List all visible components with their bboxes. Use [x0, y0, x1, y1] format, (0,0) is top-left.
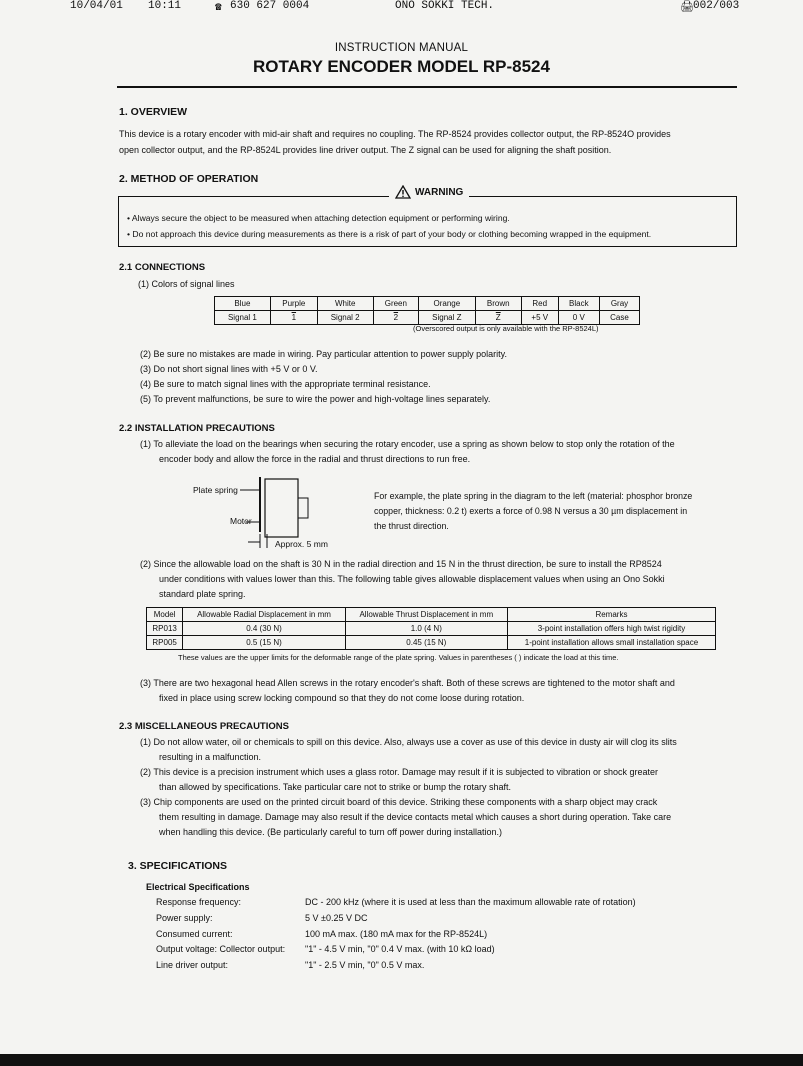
- connections-item: (2) Be sure no mistakes are made in wiring. Pay particular attention to power supply polarity.: [140, 349, 508, 359]
- scan-bottom-border: [0, 1054, 803, 1066]
- spec-label: Response frequency:: [156, 897, 242, 907]
- color-row: [215, 297, 640, 311]
- table-header-cell: Model: [147, 608, 183, 622]
- warning-line-2: • Do not approach this device during measurements as there is a risk of part of your body or clothing becoming wrapped in the equipment.: [127, 229, 652, 239]
- color-cell: Purple: [270, 297, 317, 311]
- signal-color-table: [214, 296, 640, 325]
- signal-cell: 1: [270, 311, 317, 325]
- manual-title: ROTARY ENCODER MODEL RP-8524: [253, 57, 550, 76]
- warning-label: [389, 185, 469, 199]
- spec-value: "1" - 2.5 V min, "0" 0.5 V max.: [305, 960, 425, 970]
- signal-cell: $\overline{Z}$: [475, 311, 521, 325]
- installation-line: (2) Since the allowable load on the shaft is 30 N in the radial direction and 15 N in the thrust direction, be sure to install the RP8524: [140, 559, 662, 569]
- misc-line: resulting in a malfunction.: [159, 752, 262, 762]
- connections-item: (3) Do not short signal lines with +5 V or 0 V.: [140, 364, 318, 374]
- figure-label-approx: Approx. 5 mm: [275, 539, 328, 549]
- fax-phone: 630 627 0004: [230, 0, 310, 12]
- figure-label-plate-spring: Plate spring: [193, 485, 238, 495]
- table-cell: 0.45 (15 N): [345, 636, 507, 650]
- color-cell: Orange: [419, 297, 476, 311]
- electrical-spec-heading: Electrical Specifications: [146, 882, 250, 892]
- title-rule: [117, 86, 737, 88]
- table-cell: 0.4 (30 N): [183, 622, 345, 636]
- fax-date: 10/04/01: [70, 0, 123, 12]
- connections-item: (4) Be sure to match signal lines with the appropriate terminal resistance.: [140, 379, 431, 389]
- overview-line-2: open collector output, and the RP-8524L provides line driver output. The Z signal can be used for aligning the shaft position.: [119, 145, 612, 155]
- signal-cell: +5 V: [521, 311, 558, 325]
- signal-cell: 0 V: [558, 311, 599, 325]
- spec-label: Output voltage: Collector output:: [156, 944, 286, 954]
- connections-heading: 2.1 CONNECTIONS: [119, 262, 206, 273]
- connections-list: [140, 347, 507, 407]
- signal-cell: 2: [373, 311, 418, 325]
- warning-label-text: WARNING: [415, 186, 464, 198]
- spec-value: "1" - 4.5 V min, "0" 0.4 V max. (with 10 kΩ load): [305, 944, 495, 954]
- fax-header: [0, 0, 803, 14]
- example-line: For example, the plate spring in the diagram to the left (material: phosphor bronze: [374, 491, 693, 501]
- table-header-cell: Remarks: [507, 608, 715, 622]
- spec-value: 5 V ±0.25 V DC: [305, 913, 368, 923]
- installation-line: (3) There are two hexagonal head Allen screws in the rotary encoder's shaft. Both of these screws are tightened to the motor shaft and: [140, 678, 675, 688]
- connections-item-1: (1) Colors of signal lines: [138, 279, 235, 289]
- misc-line: (3) Chip components are used on the printed circuit board of this device. Striking these components with a sharp object may crack: [140, 797, 658, 807]
- installation-line: encoder body and allow the force in the radial and thrust directions to run free.: [159, 454, 471, 464]
- spec-value: DC - 200 kHz (where it is used at less than the maximum allowable rate of rotation): [305, 897, 636, 907]
- table-header-cell: Allowable Radial Displacement in mm: [183, 608, 345, 622]
- color-cell: Gray: [599, 297, 639, 311]
- spec-label: Line driver output:: [156, 960, 229, 970]
- misc-line: than allowed by specifications. Take particular care not to strike or bump the rotary shaft.: [159, 782, 512, 792]
- displacement-table: [146, 607, 716, 650]
- overview-text: [119, 126, 671, 158]
- installation-line: standard plate spring.: [159, 589, 246, 599]
- fax-time: 10:11: [148, 0, 182, 12]
- signal-cell: Signal 1: [215, 311, 271, 325]
- color-cell: Brown: [475, 297, 521, 311]
- signal-cell: Case: [599, 311, 639, 325]
- installation-heading: 2.2 INSTALLATION PRECAUTIONS: [119, 423, 275, 434]
- table-header-row: [147, 608, 716, 622]
- color-cell: Black: [558, 297, 599, 311]
- signal-cell: Signal 2: [317, 311, 373, 325]
- manual-subtitle: INSTRUCTION MANUAL: [334, 42, 469, 54]
- installation-item-2: [140, 557, 665, 602]
- table-cell: 0.5 (15 N): [183, 636, 345, 650]
- warning-box: [118, 186, 737, 247]
- fax-sender: ONO SOKKI TECH.: [395, 0, 495, 12]
- signal-cell: Signal Z: [419, 311, 476, 325]
- spec-label: Consumed current:: [156, 929, 233, 939]
- misc-heading: 2.3 MISCELLANEOUS PRECAUTIONS: [119, 721, 289, 732]
- installation-item-3: [140, 676, 675, 706]
- warning-line-1: • Always secure the object to be measured when attaching detection equipment or performing wiring.: [127, 213, 510, 223]
- installation-item-1: [140, 437, 675, 467]
- document-header: [0, 42, 803, 77]
- table-cell: RP013: [147, 622, 183, 636]
- overview-line-1: This device is a rotary encoder with mid-air shaft and requires no coupling. The RP-8524 provides collector output, the RP-8524O provides: [119, 129, 671, 139]
- signal-row: [215, 311, 640, 325]
- color-cell: Blue: [215, 297, 271, 311]
- table-cell: 3-point installation offers high twist rigidity: [507, 622, 715, 636]
- table-header-cell: Allowable Thrust Displacement in mm: [345, 608, 507, 622]
- section-method-heading: 2. METHOD OF OPERATION: [119, 173, 259, 185]
- color-cell: Green: [373, 297, 418, 311]
- installation-line: under conditions with values lower than this. The following table gives allowable displacement values when using an Ono Sokki: [159, 574, 665, 584]
- color-cell: White: [317, 297, 373, 311]
- figure-label-motor: Motor: [230, 516, 252, 526]
- table-note: These values are the upper limits for the deformable range of the plate spring. Values in parentheses ( ) indicate the load at this time.: [178, 653, 619, 662]
- misc-list: [140, 735, 677, 840]
- overscore-note: (Overscored output is only available with the RP-8524L): [413, 324, 599, 333]
- encoder-body: [265, 479, 298, 537]
- misc-line: them resulting in damage. Damage may also result if the device contacts metal which causes a short during operation. Take care: [159, 812, 672, 822]
- misc-line: when handling this device. (Be particularly careful to turn off power during installation.): [159, 827, 503, 837]
- table-row: [147, 636, 716, 650]
- table-cell: RP005: [147, 636, 183, 650]
- example-line: the thrust direction.: [374, 521, 449, 531]
- table-row: [147, 622, 716, 636]
- spec-value: 100 mA max. (180 mA max for the RP-8524L): [305, 929, 488, 939]
- table-cell: 1.0 (4 N): [345, 622, 507, 636]
- spec-label: Power supply:: [156, 913, 213, 923]
- spring-example: [374, 489, 692, 534]
- shaft: [298, 498, 308, 518]
- installation-line: fixed in place using screw locking compound so that they do not come loose during rotation.: [159, 693, 525, 703]
- specifications-heading: 3. SPECIFICATIONS: [128, 860, 227, 872]
- fax-page-icon: 🖨: [680, 2, 694, 14]
- table-cell: 1-point installation allows small installation space: [507, 636, 715, 650]
- fax-page: 002/003: [693, 0, 740, 12]
- example-line: copper, thickness: 0.2 t) exerts a force of 0.98 N versus a 30 µm displacement in: [374, 506, 688, 516]
- misc-line: (1) Do not allow water, oil or chemicals to spill on this device. Also, always use a cover as use of this device in dusty air will clog its slits: [140, 737, 677, 747]
- installation-line: (1) To alleviate the load on the bearings when securing the rotary encoder, use a spring as shown below to stop only the rotation of the: [140, 439, 675, 449]
- misc-line: (2) This device is a precision instrument which uses a glass rotor. Damage may result if it is subjected to vibration or shock greater: [140, 767, 659, 777]
- phone-icon: ☎: [215, 2, 222, 14]
- warning-icon: [395, 185, 411, 199]
- section-overview-heading: 1. OVERVIEW: [119, 106, 188, 118]
- connections-item: (5) To prevent malfunctions, be sure to wire the power and high-voltage lines separately.: [140, 394, 491, 404]
- color-cell: Red: [521, 297, 558, 311]
